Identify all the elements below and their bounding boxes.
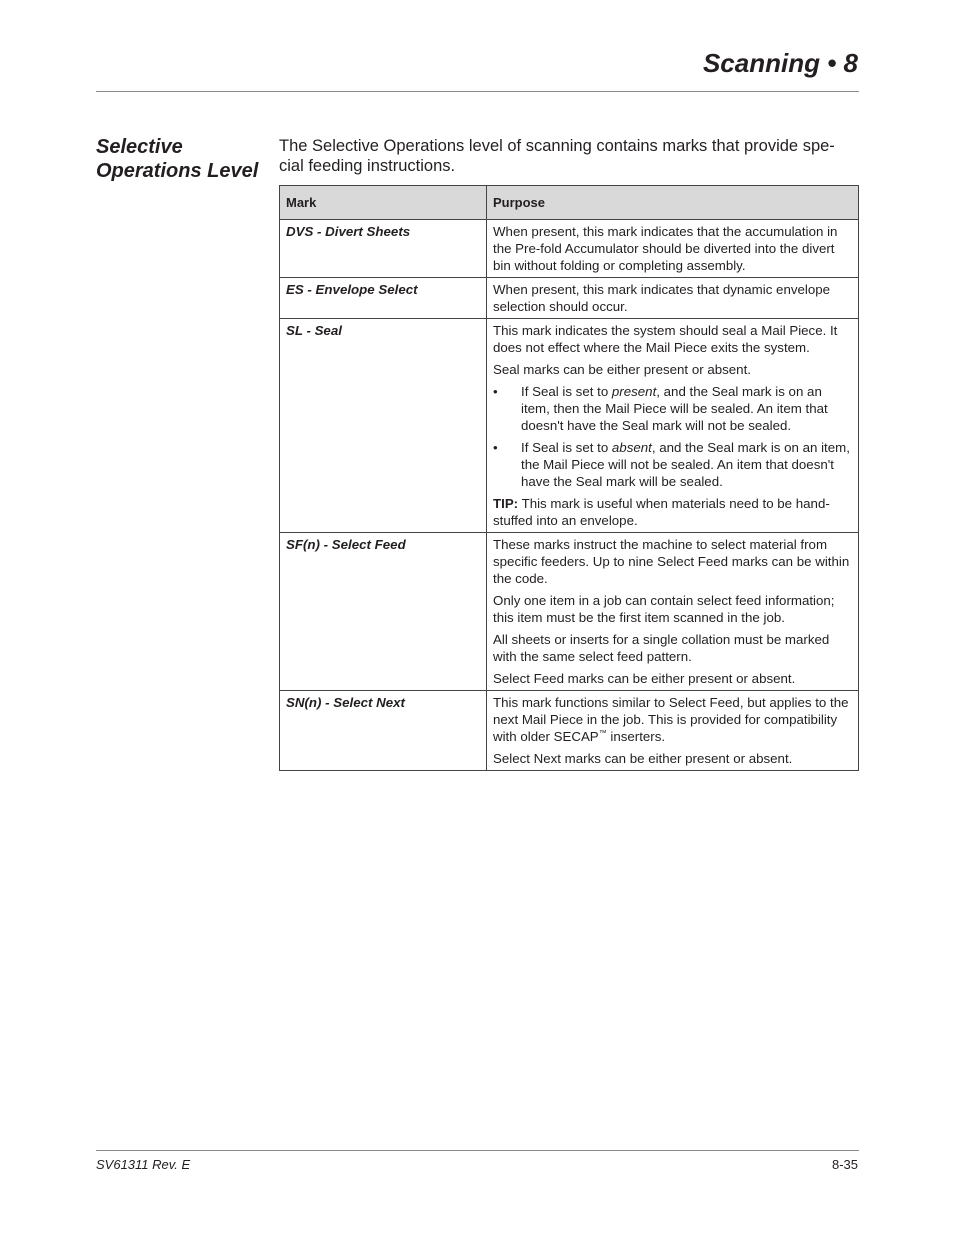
table-row bbox=[280, 691, 859, 771]
bullet-text-post: , and the Seal mark is on an item, then the Mail Piece will be sealed. An item that doesn't have the Seal mark will not be sealed. bbox=[521, 384, 828, 433]
mark-cell: DVS - Divert Sheets bbox=[280, 220, 487, 278]
purpose-text: These marks instruct the machine to select material from specific feeders. Up to nine Select Feed marks can be within the code. bbox=[493, 537, 850, 586]
purpose-text-post: inserters. bbox=[606, 729, 666, 744]
bullet-glyph: • bbox=[493, 384, 498, 399]
bullet-text-pre: If Seal is set to bbox=[521, 440, 612, 455]
bullet-emphasis: absent bbox=[611, 440, 652, 455]
section-title: Selective Operations Level bbox=[96, 136, 259, 182]
tip-note bbox=[493, 495, 852, 529]
tip-text: This mark is useful when materials need to be hand-stuffed into an envelope. bbox=[493, 496, 830, 528]
footer-divider bbox=[96, 1150, 859, 1151]
bullet-text-pre: If Seal is set to bbox=[521, 384, 612, 399]
table-header-row bbox=[280, 186, 859, 220]
marks-table bbox=[279, 185, 859, 771]
table-row bbox=[280, 319, 859, 533]
mark-cell: SN(n) - Select Next bbox=[280, 691, 487, 771]
header-purpose: Purpose bbox=[487, 186, 859, 220]
purpose-text-pre: This mark functions similar to Select Feed, but applies to the next Mail Piece in the job. This is provided for compatibility with older SECAP bbox=[493, 695, 849, 744]
purpose-text: Only one item in a job can contain select feed information; this item must be the first item scanned in the job. bbox=[493, 593, 835, 625]
purpose-text: This mark indicates the system should seal a Mail Piece. It does not effect where the Mail Piece exits the system. bbox=[493, 323, 838, 355]
purpose-cell bbox=[487, 533, 859, 691]
table-row bbox=[280, 533, 859, 691]
trademark-symbol: ™ bbox=[598, 728, 607, 738]
table-row bbox=[280, 278, 859, 319]
footer-doc-id: SV61311 Rev. E bbox=[96, 1157, 191, 1172]
purpose-text: Seal marks can be either present or absent. bbox=[493, 362, 751, 377]
mark-cell: SF(n) - Select Feed bbox=[280, 533, 487, 691]
header-divider bbox=[96, 91, 859, 92]
bullet-emphasis: present bbox=[611, 384, 657, 399]
tip-label: TIP: bbox=[493, 496, 519, 511]
table-row bbox=[280, 220, 859, 278]
purpose-cell bbox=[487, 691, 859, 771]
bullet-glyph: • bbox=[493, 440, 498, 455]
purpose-cell bbox=[487, 319, 859, 533]
bullet-text-post: , and the Seal mark is on an item, the Mail Piece will not be sealed. An item that doesn't have the Seal mark will be sealed. bbox=[521, 440, 850, 489]
bullet-item bbox=[493, 439, 852, 490]
purpose-text bbox=[493, 694, 852, 745]
mark-cell: ES - Envelope Select bbox=[280, 278, 487, 319]
mark-cell: SL - Seal bbox=[280, 319, 487, 533]
header-mark: Mark bbox=[280, 186, 487, 220]
purpose-text: All sheets or inserts for a single collation must be marked with the same select feed pattern. bbox=[493, 632, 830, 664]
bullet-item bbox=[493, 383, 852, 434]
section-intro: The Selective Operations level of scanning contains marks that provide spe-cial feeding instructions. bbox=[279, 137, 835, 175]
purpose-text: When present, this mark indicates that dynamic envelope selection should occur. bbox=[493, 282, 831, 314]
purpose-text: When present, this mark indicates that the accumulation in the Pre-fold Accumulator should be diverted into the divert bin without folding or completing assembly. bbox=[493, 224, 838, 273]
footer-page-number: 8-35 bbox=[831, 1157, 858, 1172]
purpose-cell bbox=[487, 220, 859, 278]
page-header-title: Scanning • 8 bbox=[702, 48, 858, 78]
purpose-text: Select Next marks can be either present or absent. bbox=[493, 751, 793, 766]
purpose-cell bbox=[487, 278, 859, 319]
purpose-text: Select Feed marks can be either present or absent. bbox=[493, 671, 796, 686]
